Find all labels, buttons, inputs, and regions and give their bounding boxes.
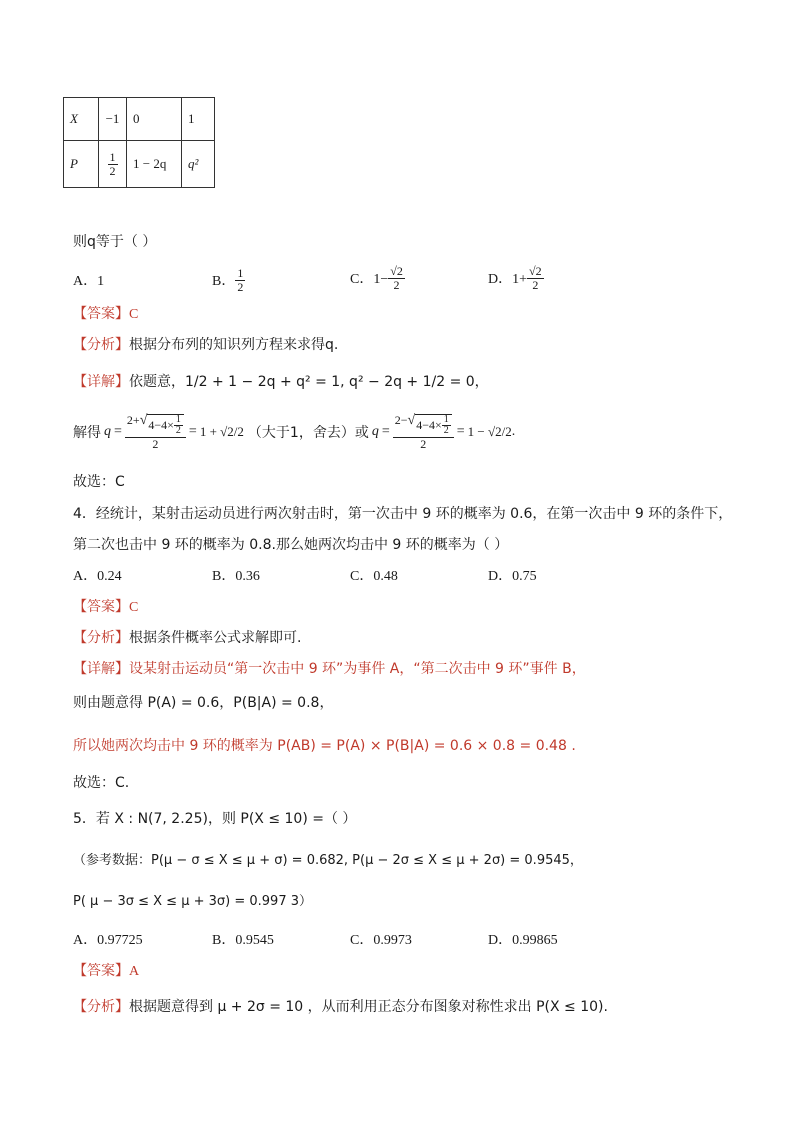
option-c: C．1− $\frac{√2}{2}$ xyxy=(350,263,403,292)
option-b: B．0.9545 xyxy=(212,933,274,948)
table-row xyxy=(64,98,215,141)
answer-value: C xyxy=(129,307,139,322)
answer-line xyxy=(73,960,139,980)
option-b: B． $\frac{1}{2}$ xyxy=(212,265,244,294)
conclusion-line: 所以她两次均击中 9 环的概率为 P(AB) = P(A) × P(B|A) = 0.6 × 0.8 = 0.48 . xyxy=(73,738,576,754)
answer-line xyxy=(73,303,138,323)
question-stem: 5．若 X : N(7, 2.25)，则 P(X ≤ 10) =（ ） xyxy=(73,811,357,827)
question-stem: 则q等于（ ） xyxy=(73,234,157,250)
question-line: 第二次也击中 9 环的概率为 0.8.那么她两次均击中 9 环的概率为（ ） xyxy=(73,537,509,553)
table-cell: 1 xyxy=(182,98,215,141)
detail-line xyxy=(73,365,489,397)
table-cell: 0 xyxy=(127,98,182,141)
given-line: 则由题意得 P(A) = 0.6，P(B|A) = 0.8， xyxy=(73,695,334,711)
option-a: A．0.24 xyxy=(73,569,122,584)
option-c: C．0.48 xyxy=(350,569,398,584)
answer-tag: 【答案】 xyxy=(73,306,129,322)
table-cell: P xyxy=(64,141,99,188)
analysis-line xyxy=(73,334,338,354)
analysis-text: 根据条件概率公式求解即可. xyxy=(129,630,302,646)
detail-tag: 【详解】 xyxy=(73,374,129,390)
detail-text: 依题意，1/2 + 1 − 2q + q² = 1, q² − 2q + 1/2 = 0， xyxy=(129,374,489,390)
analysis-tag: 【分析】 xyxy=(73,999,129,1015)
answer-value: A xyxy=(129,964,140,979)
answer-tag: 【答案】 xyxy=(73,599,129,615)
reference-line: （参考数据：P(μ − σ ≤ X ≤ μ + σ) = 0.682, P(μ − 2σ ≤ X ≤ μ + 2σ) = 0.9545， xyxy=(73,853,583,868)
option-b: B．0.36 xyxy=(212,569,260,584)
distribution-table xyxy=(63,97,215,188)
choice-line: 故选：C. xyxy=(73,775,130,791)
option-c: C．0.9973 xyxy=(350,933,412,948)
answer-tag: 【答案】 xyxy=(73,963,129,979)
detail-tag: 【详解】 xyxy=(73,661,129,677)
option-d: D．0.99865 xyxy=(488,933,558,948)
choice-line: 故选：C xyxy=(73,474,125,490)
detail-text: 设某射击运动员“第一次击中 9 环”为事件 A，“第二次击中 9 环”事件 B， xyxy=(129,661,586,677)
option-d: D．1+ $\frac{√2}{2}$ xyxy=(488,263,542,292)
table-cell: X xyxy=(64,98,99,141)
analysis-tag: 【分析】 xyxy=(73,337,129,353)
option-a: A．1 xyxy=(73,274,105,289)
option-a: A．0.97725 xyxy=(73,933,143,948)
question-line: 4．经统计，某射击运动员进行两次射击时，第一次击中 9 环的概率为 0.6，在第一次击中 9 环的条件下， xyxy=(73,506,733,522)
table-cell: 1 − 2q xyxy=(127,141,182,188)
table-cell: −1 xyxy=(99,98,127,141)
table-cell: q² xyxy=(182,141,215,188)
analysis-text: 根据题意得到 μ + 2σ = 10 ，从而利用正态分布图象对称性求出 P(X ≤ 10). xyxy=(129,999,608,1015)
table-row xyxy=(64,141,215,188)
analysis-text: 根据分布列的知识列方程来求得q. xyxy=(129,337,339,353)
table-cell: $\frac{1}{2}$ xyxy=(99,141,127,188)
answer-value: C xyxy=(129,600,139,615)
analysis-line xyxy=(73,996,608,1016)
option-d: D．0.75 xyxy=(488,569,537,584)
reference-line: P( μ − 3σ ≤ X ≤ μ + 3σ) = 0.997 3） xyxy=(73,894,312,909)
detail-line xyxy=(73,658,586,678)
solve-line: 解得 q = 2+ √ 4−4× $\frac{1}{2}$ 2 = 1 + √2/2 （大于1，舍去）或 q = 2− √ 4−4× $\frac{1}{2}$ 2 = 1 − √2/2 . xyxy=(73,412,516,451)
answer-line xyxy=(73,596,138,616)
analysis-tag: 【分析】 xyxy=(73,630,129,646)
analysis-line xyxy=(73,627,301,647)
